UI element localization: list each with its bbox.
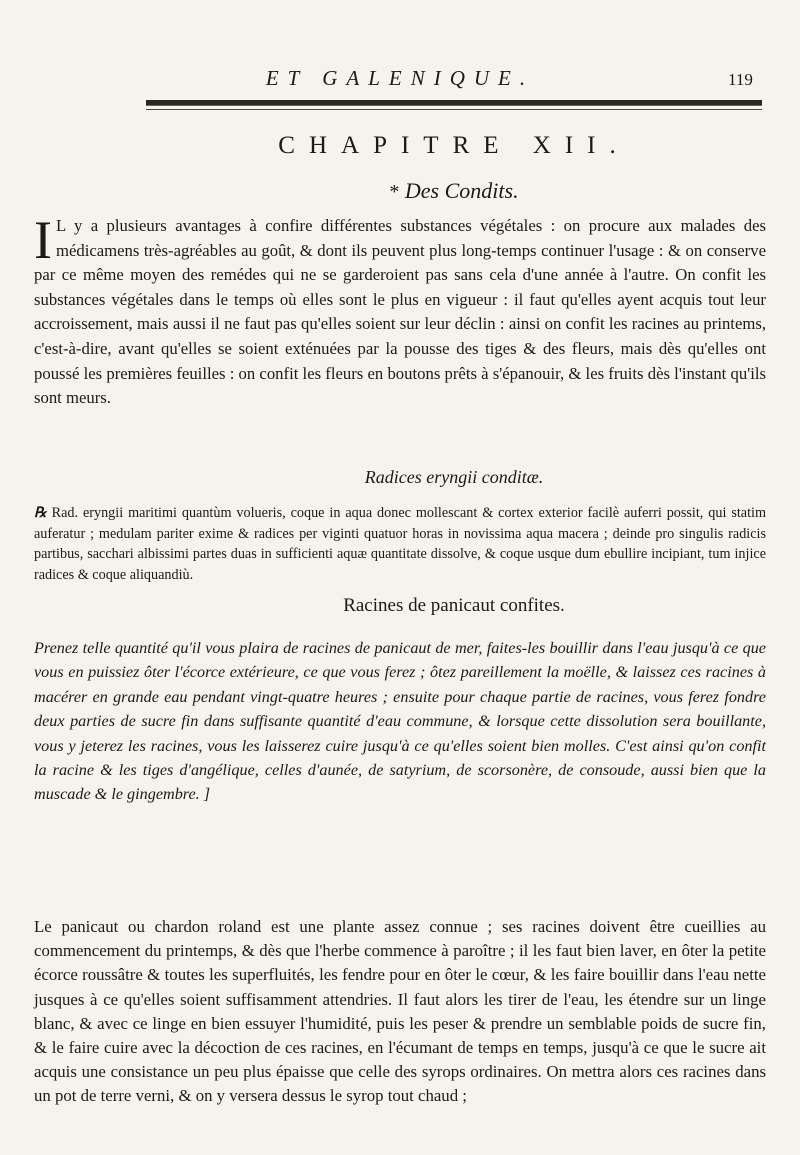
thin-rule	[146, 109, 762, 110]
drop-cap: I	[34, 210, 52, 270]
asterisk-icon: *	[389, 181, 400, 203]
running-head: ET GALENIQUE.	[265, 66, 535, 90]
ornamental-rule	[146, 100, 762, 106]
latin-recipe-text: Rad. eryngii maritimi quantùm volueris, coque in aqua donec mollescant & cortex exterior facilè auferri possit, qui statim auferatur ; medulam pariter exime & radices per viginti quatuor horas in novissima aqua macera ; deinde pro singulis radicis partibus, sacchari albissimi partes duas in sufficienti aquæ quantitate dissolve, & coque usque dum ebullire incipiant, tum injice radices & coque aliquandiù.	[34, 505, 767, 583]
latin-recipe	[34, 503, 766, 585]
page-number: 119	[728, 70, 753, 89]
latin-recipe-title: Radices eryngii conditæ.	[364, 467, 544, 487]
chapter-heading: CHAPITRE XII.	[278, 132, 630, 159]
chapter-subtitle	[146, 178, 762, 204]
chapter-subtitle-text: Des Condits.	[404, 178, 519, 203]
intro-text: L y a plusieurs avantages à confire différentes substances végétales : on procure aux malades des médicamens très-agréables au goût, & dont ils peuvent plus long-temps continuer l'usage : & on conserve par ce même moyen des remédes qui ne se garderoient pas sans cela d'une année à l'autre. On confit les substances végétales dans le temps où elles sont le plus en vigueur : il faut qu'elles ayent acquis tout leur accroissement, mais aussi il ne faut pas qu'elles soient sur leur déclin : ainsi on confit les racines au printems, c'est-à-dire, avant qu'elles se soient exténuées par la pousse des tiges & des fleurs, mais dès qu'elles ont poussé les premières feuilles : on confit les fleurs en boutons prêts à s'épanouir, & les fruits dès l'instant qu'ils sont meurs.	[34, 216, 766, 408]
french-recipe-italic: Prenez telle quantité qu'il vous plaira de racines de panicaut de mer, faites-les bouillir dans l'eau jusqu'à ce que vous en puissiez ôter l'écorce extérieure, ce que vous ferez ; ôtez pareillement la moëlle, & laissez ces racines à macérer en grande eau pendant vingt-quatre heures ; ensuite pour chaque partie de racines, vous ferez fondre deux parties de sucre fin dans suffisante quantité d'eau commune, & lorsque cette dissolution sera bouillante, vous y jeterez les racines, vous les laisserez cuire jusqu'à ce qu'elles soient bien molles. C'est ainsi qu'on confit la racine & les tiges d'angélique, celles d'aunée, de satyrium, de scorsonère, de consoude, aussi bien que la muscade & le gingembre. ]	[34, 639, 766, 804]
recipe-symbol-icon: ℞	[34, 505, 47, 521]
intro-paragraph	[34, 210, 766, 411]
french-recipe-paragraph: Le panicaut ou chardon roland est une plante assez connue ; ses racines doivent être cueillies au commencement du printemps, & dès que l'herbe commence à paroître ; il les faut bien laver, en ôter la petite écorce roussâtre & toutes les superfluités, les fendre pour en ôter le cœur, & les faire bouillir dans l'eau nette jusques à ce qu'elles soient suffisamment attendries. Il faut alors les tirer de l'eau, les étendre sur un linge blanc, & avec ce linge en bien essuyer l'humidité, puis les peser & prendre un semblable poids de sucre fin, & le faire cuire avec la décoction de ces racines, en l'écumant de temps en temps, jusqu'à ce que le sucre ait acquis une consistance un peu plus épaisse que celle des syrops ordinaires. On mettra alors ces racines dans un pot de terre verni, & on y versera dessus le syrop tout chaud ;	[34, 917, 766, 1106]
french-recipe-title: Racines de panicaut confites.	[343, 595, 565, 616]
